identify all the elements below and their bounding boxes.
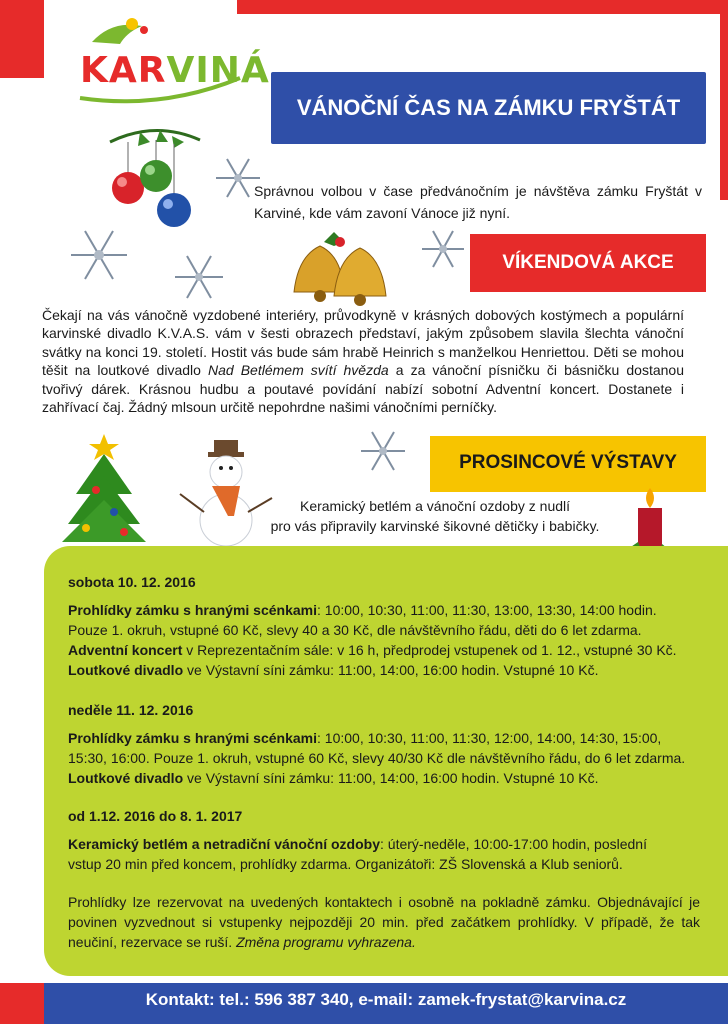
snowflake-icon	[356, 424, 410, 478]
saturday-date: sobota 10. 12. 2016	[68, 574, 196, 590]
reservation-info: Prohlídky lze rezervovat na uvedených kontaktech i osobně na pokladně zámku. Objednávající je povinen vyzvednout si vstupenky nejpozději 20 min. před začátkem prohlídky. V případě, že tak neučiní, rezervace se ruší. Změna programu vyhrazena.	[68, 894, 700, 950]
sunday-date: neděle 11. 12. 2016	[68, 702, 194, 718]
weekend-heading-label: VÍKENDOVÁ AKCE	[502, 252, 674, 273]
exhibitions-heading-label: PROSINCOVÉ VÝSTAVY	[459, 452, 677, 473]
christmas-tree-icon	[62, 432, 180, 548]
contact-footer	[44, 983, 728, 1024]
exhibitions-text: Keramický betlém a vánoční ozdoby z nudlí pro vás připravily karvinské šikovné dětičky i babičky.	[270, 498, 600, 534]
title-banner	[271, 72, 706, 144]
left-red-bar	[0, 0, 44, 78]
karvina-logo	[72, 12, 270, 112]
bells-icon	[284, 226, 396, 306]
weekend-heading	[470, 234, 706, 292]
saturday-schedule: Prohlídky zámku s hranými scénkami: 10:00, 10:30, 11:00, 11:30, 13:00, 13:30, 14:00 hodin. Pouze 1. okruh, vstupné 60 Kč, slevy 40 a 30 Kč, dle návštěvního řádu, děti do 6 let zdarma. Adventní koncert v Reprezentačním sále: v 16 h, předprodej vstupenek od 1. 12., vstupné 30 Kč. Loutkové divadlo ve Výstavní síni zámku: 11:00, 14:00, 16:00 hodin. Vstupné 10 Kč.	[68, 602, 677, 678]
contact-text: Kontakt: tel.: 596 387 340, e-mail: zamek-frystat@karvina.cz	[145, 990, 627, 1009]
page-title: VÁNOČNÍ ČAS NA ZÁMKU FRYŠTÁT	[296, 95, 681, 120]
exhibitions-heading	[430, 436, 706, 492]
intro-text: Správnou volbou v čase předvánočním je návštěva zámku Fryštát v Karviné, kde vám zavoní Vánoce již nyní.	[254, 183, 702, 221]
snowman-icon	[176, 436, 276, 546]
exhibition-date: od 1.12. 2016 do 8. 1. 2017	[68, 808, 243, 824]
ornaments-icon	[100, 122, 210, 232]
snowflake-icon	[418, 224, 468, 274]
right-red-bar	[720, 0, 728, 200]
puppet-show-title: Nad Betlémem svítí hvězda	[207, 362, 389, 379]
snowflake-icon	[66, 222, 132, 288]
program-change-note: Změna programu vyhrazena.	[236, 934, 416, 950]
exhibition-schedule: Keramický betlém a netradiční vánoční ozdoby: úterý-neděle, 10:00-17:00 hodin, poslední vstup 20 min před koncem, prohlídky zdarma. Organizátoři: ZŠ Slovenská a Klub seniorů.	[68, 836, 647, 872]
weekend-description: Čekají na vás vánočně vyzdobené interiéry, průvodkyně v krásných dobových kostýmech a populární karvinské divadlo K.V.A.S. vám v šesti obrazech představí, jakým způsobem slavila šlechta vánoční svátky na konci 19. století. Hostit vás bude sám hrabě Heinrich s manželkou Henriettou. Děti se mohou těšit na loutkové divadlo Nad Betlémem svítí hvězda a za vánoční písničku či básničku dostanou tvořivý dárek. Krásnou hudbu a poutavé povídání nabízí sobotní Adventní koncert. Dostanete i zahřívací čaj. Žádný mlsoun určitě nepohrdne našimi vánočními perníčky.	[42, 307, 684, 416]
logo-text: KARVINÁ	[80, 50, 270, 91]
sunday-schedule: Prohlídky zámku s hranými scénkami: 10:00, 10:30, 11:00, 11:30, 12:00, 14:00, 14:30, 15:00, 15:30, 16:00. Pouze 1. okruh, vstupné 60 Kč, slevy 40/30 Kč dle návštěvního řádu, do 6 let zdarma. Loutkové divadlo ve Výstavní síni zámku: 11:00, 14:00, 16:00 hodin. Vstupné 10 Kč.	[68, 730, 686, 786]
top-red-bar	[237, 0, 728, 14]
snowflake-icon	[170, 248, 228, 306]
footer-red-block	[0, 983, 44, 1024]
